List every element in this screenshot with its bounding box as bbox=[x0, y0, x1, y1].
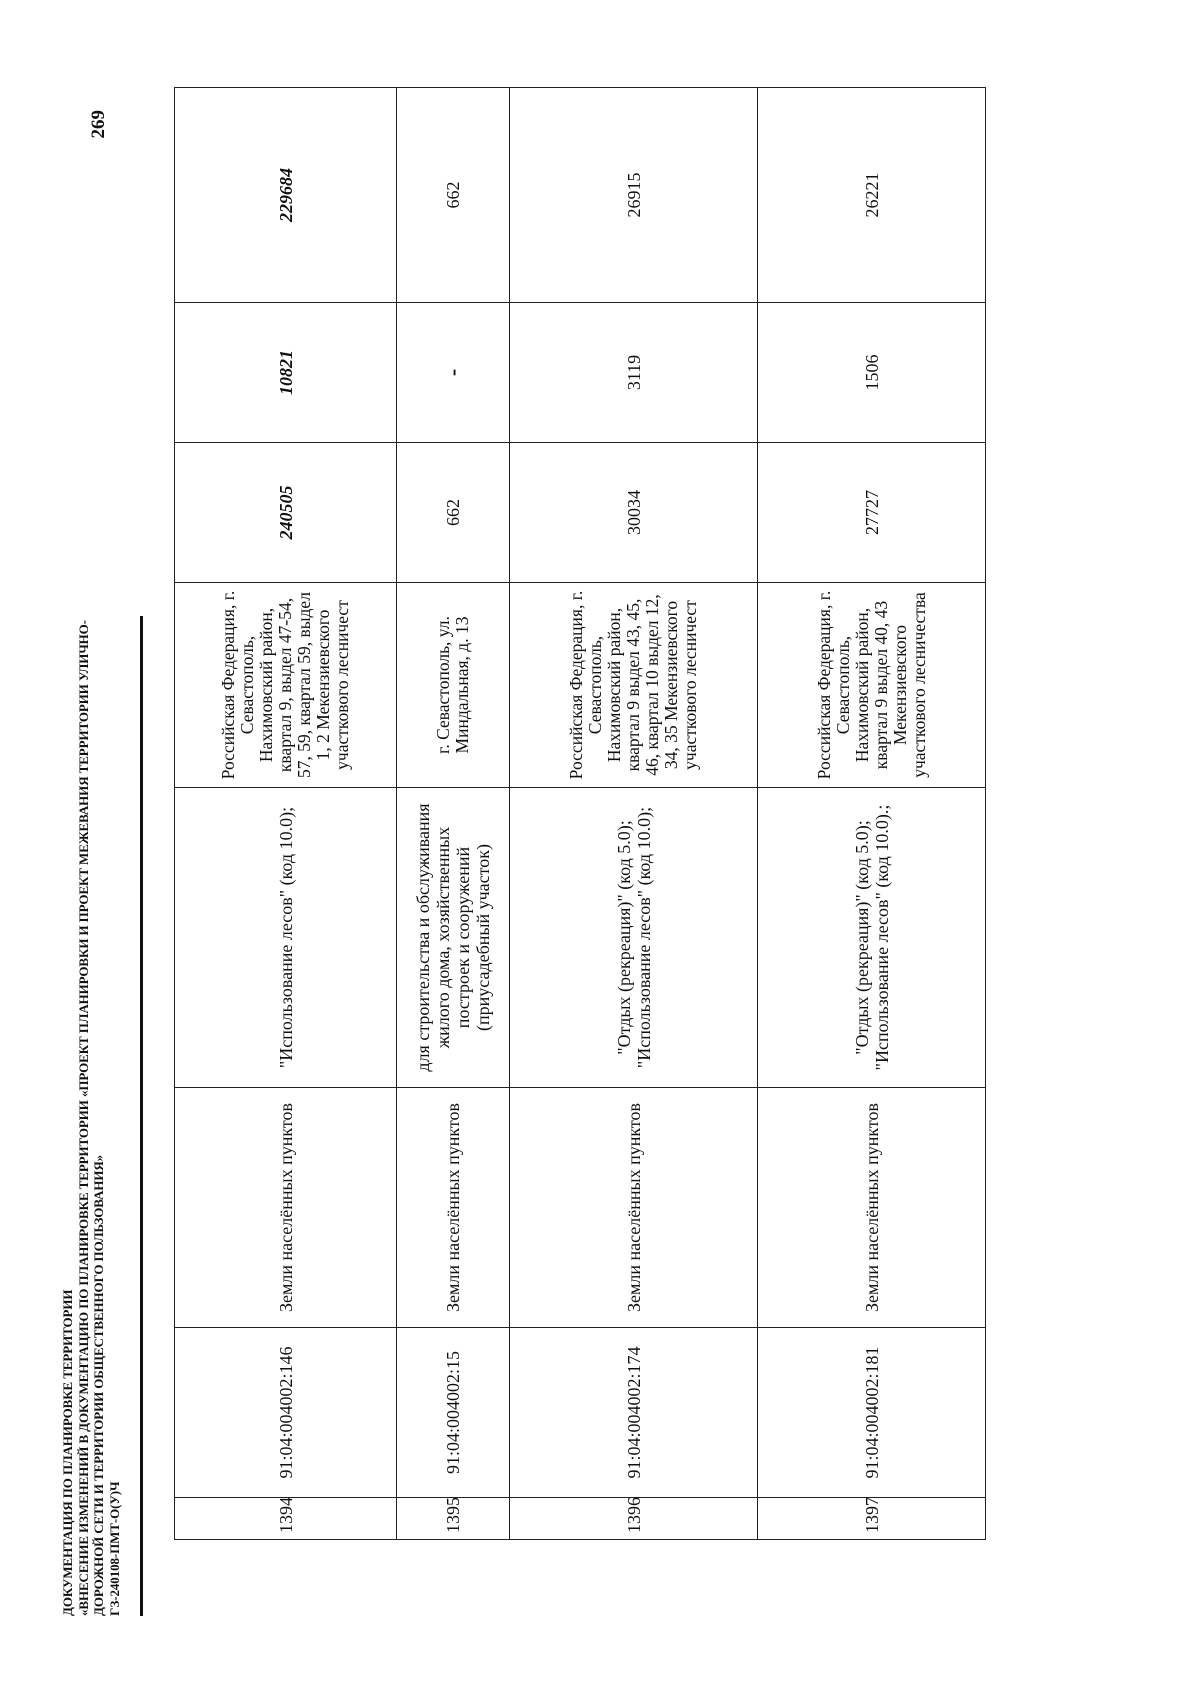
table-row bbox=[510, 88, 758, 1540]
area-a: 1506 bbox=[758, 303, 986, 443]
row-number: 1396 bbox=[510, 1498, 758, 1540]
area-b: 26221 bbox=[758, 88, 986, 303]
cadastral-number: 91:04:004002:146 bbox=[175, 1328, 397, 1498]
permitted-use: "Отдых (рекреация)" (код 5.0); "Использование лесов" (код 10.0); bbox=[510, 788, 758, 1088]
cadastral-number: 91:04:004002:15 bbox=[397, 1328, 510, 1498]
area-b: 662 bbox=[397, 88, 510, 303]
header-line-1: ДОКУМЕНТАЦИЯ ПО ПЛАНИРОВКЕ ТЕРРИТОРИИ bbox=[60, 1289, 75, 1616]
area-a: 3119 bbox=[510, 303, 758, 443]
area-a: 10821 bbox=[175, 303, 397, 443]
header-divider bbox=[140, 616, 143, 1616]
area-total: 240505 bbox=[175, 443, 397, 583]
cadastral-number: 91:04:004002:181 bbox=[758, 1328, 986, 1498]
land-category: Земли населённых пунктов bbox=[397, 1088, 510, 1328]
document-header bbox=[60, 556, 122, 1616]
row-number: 1397 bbox=[758, 1498, 986, 1540]
land-category: Земли населённых пунктов bbox=[175, 1088, 397, 1328]
area-total: 27727 bbox=[758, 443, 986, 583]
address: Российская Федерация, г. Севастополь, Нахимовский район, квартал 9, выдел 47-54, 57, 59, квартал 59, выдел 1, 2 Мекензиевского участкового лесничест bbox=[175, 583, 397, 788]
page-number: 269 bbox=[88, 110, 109, 139]
address: Российская Федерация, г. Севастополь, Нахимовский район, квартал 9 выдел 40, 43 Мекензиевского участкового лесничества bbox=[758, 583, 986, 788]
table-row bbox=[397, 88, 510, 1540]
header-line-2: «ВНЕСЕНИЕ ИЗМЕНЕНИЙ В ДОКУМЕНТАЦИЮ ПО ПЛАНИРОВКЕ ТЕРРИТОРИИ «ПРОЕКТ ПЛАНИРОВКИ И ПРОЕКТ МЕЖЕВАНИЯ ТЕРРИТОРИИ УЛИЧНО- bbox=[75, 620, 91, 1616]
permitted-use: для строительства и обслуживания жилого дома, хозяйственных построек и сооружений (приусадебный участок) bbox=[397, 788, 510, 1088]
area-a: - bbox=[397, 303, 510, 443]
address: г. Севастополь, ул. Миндальная, д. 13 bbox=[397, 583, 510, 788]
header-line-3: ДОРОЖНОЙ СЕТИ И ТЕРРИТОРИИ ОБЩЕСТВЕННОГО ПОЛЬЗОВАНИЯ» bbox=[91, 1154, 106, 1616]
permitted-use: "Использование лесов" (код 10.0); bbox=[175, 788, 397, 1088]
row-number: 1395 bbox=[397, 1498, 510, 1540]
area-total: 662 bbox=[397, 443, 510, 583]
table-row bbox=[175, 88, 397, 1540]
permitted-use: "Отдых (рекреация)" (код 5.0); "Использование лесов" (код 10.0).; bbox=[758, 788, 986, 1088]
address: Российская Федерация, г. Севастополь, Нахимовский район, квартал 9 выдел 43, 45, 46, квартал 10 выдел 12, 34, 35 Мекензиевского участкового лесничест bbox=[510, 583, 758, 788]
row-number: 1394 bbox=[175, 1498, 397, 1540]
area-total: 30034 bbox=[510, 443, 758, 583]
area-b: 26915 bbox=[510, 88, 758, 303]
land-category: Земли населённых пунктов bbox=[510, 1088, 758, 1328]
land-category: Земли населённых пунктов bbox=[758, 1088, 986, 1328]
header-line-4: ГЗ-240108-ПМТ-О(У)Ч bbox=[106, 1481, 122, 1616]
area-b: 229684 bbox=[175, 88, 397, 303]
cadastral-number: 91:04:004002:174 bbox=[510, 1328, 758, 1498]
table-row bbox=[758, 88, 986, 1540]
parcels-table bbox=[174, 87, 986, 1540]
